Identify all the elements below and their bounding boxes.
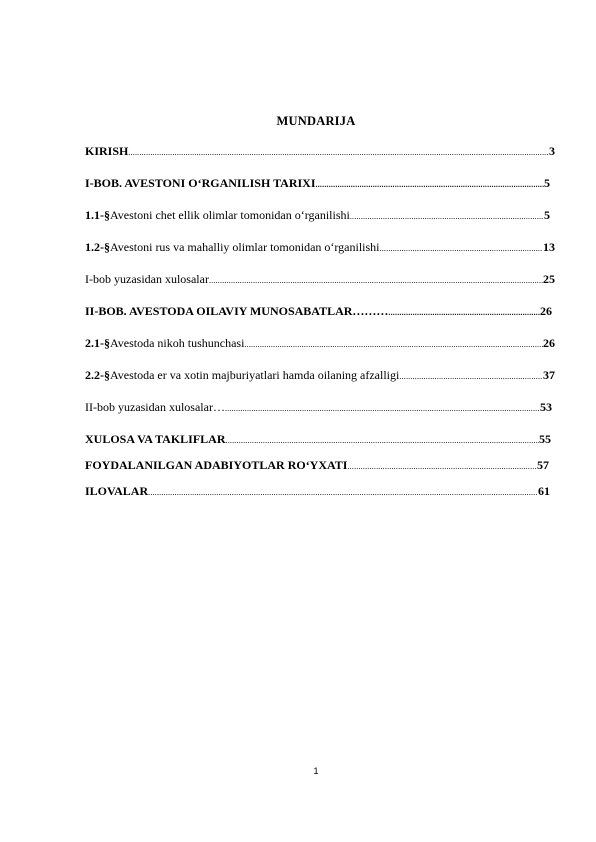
toc-entry-page: 55 [539,432,551,446]
toc-leader-dots [225,404,540,413]
toc-entry-section-1-2 [85,240,555,256]
toc-entry-number: 2.1-§ [85,336,110,350]
toc-entry-title: KIRISH [85,144,129,158]
toc-entry-appendices [85,484,550,500]
toc-leader-dots [128,148,549,157]
toc-entry-title: I-BOB. AVESTONI O‘RGANILISH TARIXI [85,176,316,190]
toc-entry-title: FOYDALANILGAN ADABIYOTLAR RO‘YXATI [85,458,348,472]
toc-entry-chapter-1-conclusions [85,272,555,288]
toc-entry-page: 13 [543,240,555,254]
toc-entry-page: 3 [549,144,555,158]
toc-entry-title: Avestoni rus va mahalliy olimlar tomonidan o‘rganilishi [110,240,380,254]
toc-entry-number: 1.1-§ [85,208,110,222]
toc-entry-page: 61 [538,484,550,498]
toc-leader-dots [244,340,543,349]
page-number: 1 [313,766,319,776]
toc-entry-chapter-1 [85,176,550,192]
toc-entry-section-2-1 [85,336,555,352]
toc-entry-section-1-1 [85,208,550,224]
toc-entry-page: 37 [543,368,555,382]
toc-entry-references [85,458,549,474]
toc-entry-page: 53 [540,400,552,414]
toc-entry-conclusions [85,432,551,448]
toc-entry-chapter-2-conclusions [85,400,552,416]
toc-entry-title: Avestoni chet ellik olimlar tomonidan o‘rganilishi [110,208,350,222]
toc-entry-page: 25 [543,272,555,286]
toc-leader-dots [347,462,537,471]
toc-entry-title: ILOVALAR [85,484,149,498]
toc-entry-title: II-BOB. AVESTODA OILAVIY MUNOSABATLAR……… [85,304,389,318]
toc-entry-title: XULOSA VA TAKLIFLAR [85,432,226,446]
toc-entry-number: 1.2-§ [85,240,110,254]
page-title: MUNDARIJA [276,114,356,128]
toc-entry-title: Avestoda er va xotin majburiyatlari hamda oilaning afzalligi [110,368,400,382]
toc-entry-page: 5 [544,208,550,222]
toc-entry-title: Avestoda nikoh tushunchasi [110,336,245,350]
toc-entry-kirish [85,144,555,160]
toc-entry-page: 5 [544,176,550,190]
toc-leader-dots [380,244,543,253]
toc-entry-page: 57 [537,458,549,472]
toc-leader-dots [316,180,544,189]
toc-entry-title: II-bob yuzasidan xulosalar… [85,400,225,414]
toc-leader-dots [209,276,543,285]
toc-leader-dots [148,488,538,497]
toc-leader-dots [399,372,543,381]
toc-leader-dots [226,436,540,445]
toc-leader-dots [350,212,544,221]
toc-entry-section-2-2 [85,368,555,384]
toc-entry-page: 26 [543,336,555,350]
toc-entry-page: 26 [540,304,552,318]
toc-entry-chapter-2 [85,304,552,320]
toc-entry-number: 2.2-§ [85,368,110,382]
toc-leader-dots [388,308,540,317]
toc-entry-title: I-bob yuzasidan xulosalar [85,272,209,286]
